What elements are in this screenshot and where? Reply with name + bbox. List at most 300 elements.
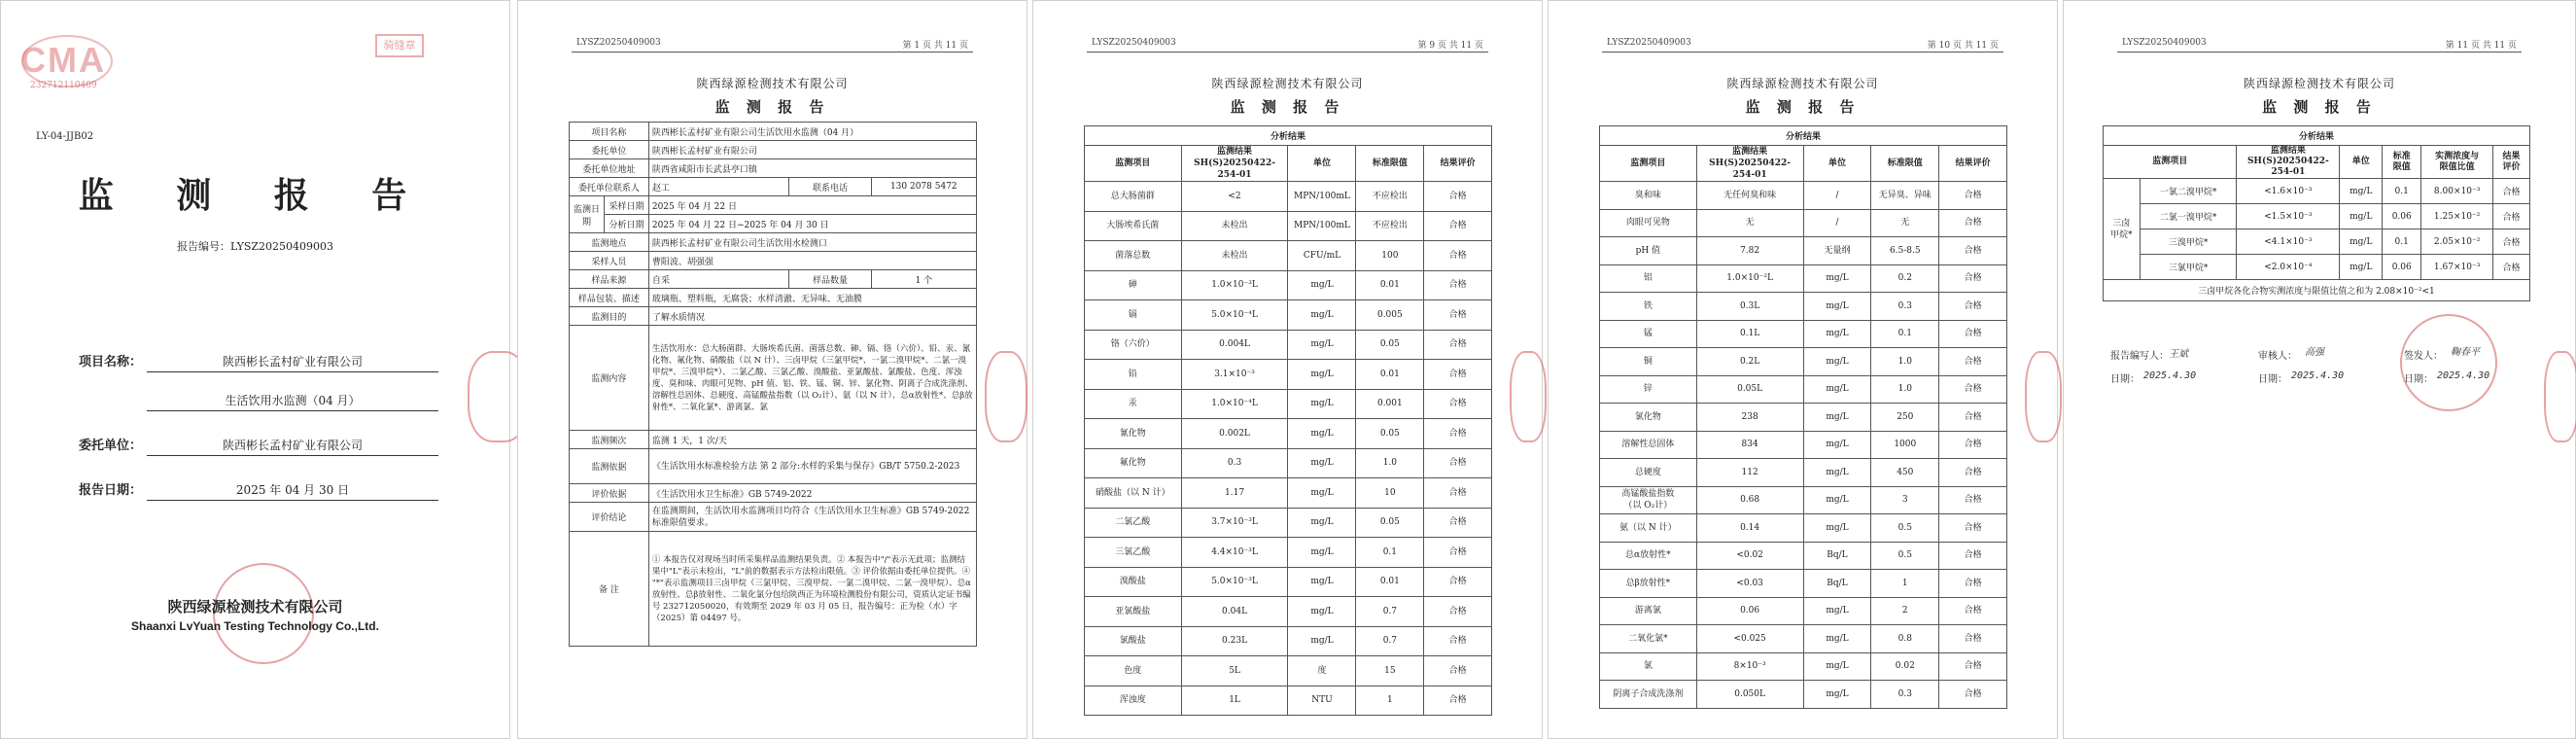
table-cell: 0.002L bbox=[1181, 419, 1288, 449]
table-cell: mg/L bbox=[1288, 270, 1356, 300]
table-cell: 0.7 bbox=[1356, 626, 1424, 656]
table-cell: 0.04L bbox=[1181, 597, 1288, 627]
table-row bbox=[1600, 597, 2007, 625]
table-cell: 氟化物 bbox=[1085, 448, 1182, 478]
table-cell: mg/L bbox=[1288, 360, 1356, 390]
table-cell: MPN/100mL bbox=[1288, 182, 1356, 212]
table-row bbox=[1600, 404, 2007, 432]
table-cell: CFU/mL bbox=[1288, 241, 1356, 271]
results-page-10 bbox=[1548, 0, 2058, 739]
table-row bbox=[1600, 431, 2007, 459]
table-row bbox=[1085, 389, 1492, 419]
table-cell: 合格 bbox=[1939, 681, 2007, 709]
table-row bbox=[1085, 270, 1492, 300]
column-header: 实测浓度与 限值比值 bbox=[2421, 146, 2493, 179]
info-table: 项目名称 陕西彬长孟村矿业有限公司生活饮用水监测（04 月） 委托单位 陕西彬长孟村矿业有限公司 委托单位地址 陕西省咸阳市长武县亭口镇 委托单位联系人 赵工 联系电话 130 2078 5472 监测日期 采样日期 2025 年 04 月 22 日 分析日期 2025 年 04 月 22 日~2025 年 04 月 30 日 监测地点 陕西彬长孟村矿业有限公司生活饮用水检测口 采样人员 曹阳波、胡强强 样品来源 自采 样品数量 1 个 样品包装、描述 玻璃瓶、塑料瓶，无腐袋；水样清澈、无异味、无油膜 监测目的 了解水质情况 监测内容 生活饮用水：总大肠菌群、大肠埃希氏菌、菌落总数、砷、镉、铬（六价）、铅、汞、氰化物、氟化物、硝酸盐（以 N 计）、三卤甲烷（三氯甲烷*、一氯二溴甲烷*、二氯一溴甲烷*、三溴甲烷*）、二氯乙酸、三氯乙酸、溴酸盐、亚氯酸盐、氯酸盐、色度、浑浊度、臭和味、肉眼可见物、pH 值、铝、铁、锰、铜、锌、氯化物、阴离子合成洗涤剂、溶解性总固体、总硬度、高锰酸盐指数（以 O₂计）、氨（以 N 计）、总α放射性*、总β放射性*、二氧化氯*、游离氯、氯 监测频次 监测 1 天，1 次/天 监测依据 《生活饮用水标准检验方法 第 2 部分:水样的采集与保存》GB/T 5750.2-2023 评价依据 《生活饮用水卫生标准》GB 5749-2022 评价结论 在监测期间，生活饮用水监测项目均符合《生活饮用水卫生标准》GB 5749-2022 标准限值要求。 备 注 ① 本报告仅对现场当时所采集样品监测结果负责。② 本报告中"/"表示无此项；监测结果中"L"表示未检出，"L"前的数据表示方法检出限值。③ 评价依据由委托单位提供。④ "*"表示监测项目三卤甲烷（三氯甲烷、三溴甲烷、一氯二溴甲烷、二氯一溴甲烷）、总α放射性、总β放射性、二氧化氯分包给陕西正为环境检测股份有限公司，资质认定证书编号 232712050020，有效期至 2029 年 03 月 05 日，报告编号：正为检（水）字（2025）第 04497 号。 bbox=[569, 122, 977, 647]
column-header: 结果评价 bbox=[1939, 146, 2007, 182]
table-cell: 合格 bbox=[1939, 237, 2007, 265]
table-cell: 三氯甲烷* bbox=[2140, 255, 2237, 280]
column-header: 监测项目 bbox=[1085, 146, 1182, 182]
table-cell: 合格 bbox=[1424, 686, 1492, 716]
table-cell: mg/L bbox=[1803, 348, 1871, 376]
table-cell: 0.01 bbox=[1356, 360, 1424, 390]
table-cell: 亚氯酸盐 bbox=[1085, 597, 1182, 627]
table-row bbox=[1600, 320, 2007, 348]
thm-table bbox=[2103, 125, 2530, 301]
table-cell: 834 bbox=[1696, 431, 1803, 459]
table-cell: <2 bbox=[1181, 182, 1288, 212]
section-title: 分析结果 bbox=[1600, 126, 2007, 146]
column-header: 标准限值 bbox=[1356, 146, 1424, 182]
table-cell: 0.5 bbox=[1871, 542, 1939, 570]
table-cell: Bq/L bbox=[1803, 570, 1871, 598]
table-cell: 镉 bbox=[1085, 300, 1182, 331]
table-cell: mg/L bbox=[2340, 229, 2383, 255]
table-cell: 汞 bbox=[1085, 389, 1182, 419]
table-cell: 0.68 bbox=[1696, 486, 1803, 514]
seam-seal-icon bbox=[2544, 351, 2576, 442]
table-row bbox=[1600, 348, 2007, 376]
report-number: 报告编号：LYSZ20250409003 bbox=[176, 240, 334, 253]
report-title: 监 测 报 告 bbox=[2262, 98, 2377, 116]
table-cell: 三氯乙酸 bbox=[1085, 538, 1182, 568]
table-cell: pH 值 bbox=[1600, 237, 1697, 265]
table-row bbox=[1600, 237, 2007, 265]
table-cell: 铅 bbox=[1085, 360, 1182, 390]
table-row bbox=[1085, 567, 1492, 597]
date-label: 报告日期： bbox=[79, 483, 143, 498]
table-cell: 0.05L bbox=[1696, 375, 1803, 404]
table-cell: 氰化物 bbox=[1085, 419, 1182, 449]
table-cell: 不应检出 bbox=[1356, 211, 1424, 241]
table-cell: 锌 bbox=[1600, 375, 1697, 404]
table-cell: 合格 bbox=[1939, 486, 2007, 514]
table-cell: 合格 bbox=[2493, 204, 2530, 229]
doc-number: LYSZ20250409003 bbox=[2122, 38, 2207, 48]
table-cell: 0.3 bbox=[1871, 681, 1939, 709]
table-cell: 1000 bbox=[1871, 431, 1939, 459]
table-cell: mg/L bbox=[2340, 255, 2383, 280]
table-cell: 合格 bbox=[1939, 375, 2007, 404]
table-cell: mg/L bbox=[1803, 597, 1871, 625]
reviewer-date-label: 日期： bbox=[2258, 374, 2287, 385]
table-row bbox=[1085, 300, 1492, 331]
page-number: 第 9 页 共 11 页 bbox=[1417, 41, 1483, 51]
table-cell: mg/L bbox=[2340, 204, 2383, 229]
table-cell: 无 bbox=[1871, 209, 1939, 237]
table-row bbox=[2104, 204, 2530, 229]
table-cell: 合格 bbox=[1424, 567, 1492, 597]
table-cell: 合格 bbox=[1939, 348, 2007, 376]
column-header: 单位 bbox=[2340, 146, 2383, 179]
approver-label: 签发人： bbox=[2404, 351, 2443, 362]
table-cell: 0.5 bbox=[1871, 514, 1939, 543]
table-cell: 合格 bbox=[1939, 264, 2007, 293]
table-row bbox=[1600, 681, 2007, 709]
table-cell: 合格 bbox=[1424, 538, 1492, 568]
table-cell: 3.1×10⁻³ bbox=[1181, 360, 1288, 390]
table-cell: 0.1L bbox=[1696, 320, 1803, 348]
table-cell: 合格 bbox=[1424, 508, 1492, 538]
results-page-11 bbox=[2063, 0, 2576, 739]
table-cell: mg/L bbox=[1288, 508, 1356, 538]
page-number: 第 11 页 共 11 页 bbox=[2445, 41, 2517, 51]
table-cell: 0.06 bbox=[2383, 255, 2421, 280]
seam-seal-icon bbox=[1510, 351, 1547, 442]
info-page bbox=[517, 0, 1027, 739]
table-cell: 5L bbox=[1181, 656, 1288, 686]
reviewer-label: 审核人： bbox=[2258, 351, 2297, 362]
table-cell: 锰 bbox=[1600, 320, 1697, 348]
writer-signature: 王斌 bbox=[2169, 349, 2188, 360]
column-header: 结果评价 bbox=[1424, 146, 1492, 182]
table-cell: mg/L bbox=[1803, 404, 1871, 432]
table-row bbox=[1085, 241, 1492, 271]
table-cell: 0.01 bbox=[1356, 567, 1424, 597]
table-cell: 合格 bbox=[1424, 448, 1492, 478]
table-cell: mg/L bbox=[1288, 567, 1356, 597]
table-cell: 8.00×10⁻³ bbox=[2421, 179, 2493, 204]
table-cell: 0.1 bbox=[2383, 229, 2421, 255]
table-row bbox=[1085, 656, 1492, 686]
table-cell: NTU bbox=[1288, 686, 1356, 716]
table-row bbox=[1085, 330, 1492, 360]
table-cell: 8×10⁻³ bbox=[1696, 652, 1803, 681]
table-cell: mg/L bbox=[1803, 514, 1871, 543]
table-cell: 二氯一溴甲烷* bbox=[2140, 204, 2237, 229]
table-cell: 合格 bbox=[1424, 419, 1492, 449]
client-label: 委托单位： bbox=[79, 439, 143, 453]
table-cell: 二氯乙酸 bbox=[1085, 508, 1182, 538]
table-cell: 度 bbox=[1288, 656, 1356, 686]
table-cell: 总大肠菌群 bbox=[1085, 182, 1182, 212]
table-cell: 0.1 bbox=[1356, 538, 1424, 568]
table-cell: 合格 bbox=[1424, 389, 1492, 419]
table-cell: 1.0×10⁻³L bbox=[1181, 270, 1288, 300]
table-cell: mg/L bbox=[1803, 681, 1871, 709]
table-cell: 0.3L bbox=[1696, 293, 1803, 321]
column-header: 监测结果 SH(S)20250422-254-01 bbox=[2237, 146, 2340, 179]
table-cell: 0.02 bbox=[1871, 652, 1939, 681]
table-cell: 1 bbox=[1871, 570, 1939, 598]
table-cell: 合格 bbox=[1424, 300, 1492, 331]
table-cell: mg/L bbox=[1803, 293, 1871, 321]
table-row bbox=[1600, 570, 2007, 598]
writer-date-label: 日期： bbox=[2110, 374, 2140, 385]
table-cell: 1.17 bbox=[1181, 478, 1288, 509]
table-cell: Bq/L bbox=[1803, 542, 1871, 570]
seam-seal-icon bbox=[985, 351, 1027, 442]
table-cell: 7.82 bbox=[1696, 237, 1803, 265]
table-cell: <0.025 bbox=[1696, 625, 1803, 653]
table-cell: 大肠埃希氏菌 bbox=[1085, 211, 1182, 241]
table-cell: 1.0×10⁻⁴L bbox=[1181, 389, 1288, 419]
table-cell: 合格 bbox=[1424, 330, 1492, 360]
table-cell: 1.0 bbox=[1871, 348, 1939, 376]
table-cell: mg/L bbox=[1803, 486, 1871, 514]
client-value: 陕西彬长孟村矿业有限公司 bbox=[147, 437, 438, 456]
table-cell: 游离氯 bbox=[1600, 597, 1697, 625]
column-header: 标准限值 bbox=[1871, 146, 1939, 182]
table-row bbox=[1085, 626, 1492, 656]
table-cell: 1 bbox=[1356, 686, 1424, 716]
doc-number: LYSZ20250409003 bbox=[1607, 38, 1691, 48]
table-cell: 合格 bbox=[1939, 570, 2007, 598]
table-cell: <1.5×10⁻³ bbox=[2237, 204, 2340, 229]
table-cell: mg/L bbox=[1803, 431, 1871, 459]
table-cell: 0.001 bbox=[1356, 389, 1424, 419]
table-row bbox=[1600, 182, 2007, 210]
table-row bbox=[1600, 542, 2007, 570]
table-cell: 238 bbox=[1696, 404, 1803, 432]
table-cell: 112 bbox=[1696, 459, 1803, 487]
cma-logo: CMA bbox=[20, 40, 106, 80]
table-cell: mg/L bbox=[1288, 597, 1356, 627]
table-cell: 0.1 bbox=[2383, 179, 2421, 204]
table-cell: 合格 bbox=[1424, 211, 1492, 241]
column-header: 监测项目 bbox=[1600, 146, 1697, 182]
results-page-9 bbox=[1032, 0, 1543, 739]
table-cell: mg/L bbox=[1803, 264, 1871, 293]
table-cell: 0.05 bbox=[1356, 419, 1424, 449]
table-cell: 2 bbox=[1871, 597, 1939, 625]
report-title: 监 测 报 告 bbox=[1745, 98, 1861, 116]
table-cell: 二氧化氯* bbox=[1600, 625, 1697, 653]
table-cell: 0.3 bbox=[1871, 293, 1939, 321]
column-header: 监测结果 SH(S)20250422-254-01 bbox=[1696, 146, 1803, 182]
table-cell: 铝 bbox=[1600, 264, 1697, 293]
table-cell: 高锰酸盐指数 （以 O₂计） bbox=[1600, 486, 1697, 514]
table-row bbox=[1600, 293, 2007, 321]
table-cell: 合格 bbox=[1939, 597, 2007, 625]
table-cell: 合格 bbox=[1424, 626, 1492, 656]
reviewer-signature: 高强 bbox=[2305, 347, 2324, 358]
table-cell: 不应检出 bbox=[1356, 182, 1424, 212]
table-cell: 合格 bbox=[1939, 459, 2007, 487]
table-cell: 铜 bbox=[1600, 348, 1697, 376]
section-title: 分析结果 bbox=[2104, 126, 2530, 146]
table-cell: mg/L bbox=[1803, 459, 1871, 487]
table-cell: 0.05 bbox=[1356, 508, 1424, 538]
table-cell: 合格 bbox=[1424, 597, 1492, 627]
table-cell: 总β放射性* bbox=[1600, 570, 1697, 598]
column-header: 单位 bbox=[1803, 146, 1871, 182]
table-cell: mg/L bbox=[1803, 375, 1871, 404]
table-cell: MPN/100mL bbox=[1288, 211, 1356, 241]
summary-row: 三卤甲烷各化合物实测浓度与限值比值之和为 2.08×10⁻²<1 bbox=[2104, 280, 2530, 301]
table-cell: 合格 bbox=[1939, 293, 2007, 321]
table-row bbox=[1600, 514, 2007, 543]
table-cell: 氯酸盐 bbox=[1085, 626, 1182, 656]
table-cell: 一氯二溴甲烷* bbox=[2140, 179, 2237, 204]
form-code: LY-04-JJB02 bbox=[36, 131, 94, 142]
table-cell: 10 bbox=[1356, 478, 1424, 509]
cover-title: 监 测 报 告 bbox=[78, 175, 433, 216]
table-cell: 溶解性总固体 bbox=[1600, 431, 1697, 459]
table-row bbox=[1600, 209, 2007, 237]
table-cell: 三溴甲烷* bbox=[2140, 229, 2237, 255]
table-cell: 1.0 bbox=[1356, 448, 1424, 478]
project-value-2: 生活饮用水监测（04 月） bbox=[147, 392, 438, 411]
results-table bbox=[1084, 125, 1492, 716]
group-cell: 三卤 甲烷* bbox=[2104, 179, 2141, 280]
table-cell: mg/L bbox=[2340, 179, 2383, 204]
doc-number: LYSZ20250409003 bbox=[1092, 38, 1176, 48]
company-name-cn: 陕西绿源检测技术有限公司 bbox=[167, 598, 343, 616]
reviewer-date: 2025.4.30 bbox=[2291, 370, 2345, 381]
table-cell: <0.03 bbox=[1696, 570, 1803, 598]
table-row bbox=[1600, 264, 2007, 293]
table-cell: 1L bbox=[1181, 686, 1288, 716]
table-row bbox=[1085, 211, 1492, 241]
table-cell: 0.14 bbox=[1696, 514, 1803, 543]
table-cell: 肉眼可见物 bbox=[1600, 209, 1697, 237]
table-cell: 合格 bbox=[1424, 656, 1492, 686]
approver-signature: 鞠春平 bbox=[2451, 347, 2480, 358]
table-row bbox=[1085, 508, 1492, 538]
table-cell: 无任何臭和味 bbox=[1696, 182, 1803, 210]
table-cell: 2.05×10⁻² bbox=[2421, 229, 2493, 255]
table-cell: 铬（六价） bbox=[1085, 330, 1182, 360]
table-cell: 5.0×10⁻⁴L bbox=[1181, 300, 1288, 331]
table-cell: 0.01 bbox=[1356, 270, 1424, 300]
table-cell: 合格 bbox=[1939, 431, 2007, 459]
column-header: 监测项目 bbox=[2104, 146, 2237, 179]
project-value-1: 陕西彬长孟村矿业有限公司 bbox=[147, 353, 438, 372]
table-cell: 阴离子合成洗涤剂 bbox=[1600, 681, 1697, 709]
table-cell: 5.0×10⁻³L bbox=[1181, 567, 1288, 597]
table-cell: 1.0 bbox=[1871, 375, 1939, 404]
table-cell: 总α放射性* bbox=[1600, 542, 1697, 570]
table-cell: 氨（以 N 计） bbox=[1600, 514, 1697, 543]
table-cell: 合格 bbox=[1424, 182, 1492, 212]
table-cell: mg/L bbox=[1288, 389, 1356, 419]
table-cell: 0.06 bbox=[1696, 597, 1803, 625]
table-row bbox=[1600, 486, 2007, 514]
table-row bbox=[1085, 419, 1492, 449]
table-cell: 15 bbox=[1356, 656, 1424, 686]
table-cell: 未检出 bbox=[1181, 211, 1288, 241]
table-cell: 0.1 bbox=[1871, 320, 1939, 348]
table-row bbox=[2104, 179, 2530, 204]
table-row bbox=[1600, 459, 2007, 487]
doc-number: LYSZ20250409003 bbox=[576, 38, 661, 48]
report-title: 监 测 报 告 bbox=[714, 98, 830, 116]
writer-label: 报告编写人： bbox=[2110, 351, 2169, 362]
table-row bbox=[1600, 652, 2007, 681]
table-cell: 合格 bbox=[2493, 255, 2530, 280]
table-cell: 合格 bbox=[1424, 270, 1492, 300]
table-cell: 3.7×10⁻³L bbox=[1181, 508, 1288, 538]
table-cell: mg/L bbox=[1288, 626, 1356, 656]
table-cell: 250 bbox=[1871, 404, 1939, 432]
table-cell: 砷 bbox=[1085, 270, 1182, 300]
table-cell: 合格 bbox=[1939, 209, 2007, 237]
table-row bbox=[1600, 375, 2007, 404]
table-cell: mg/L bbox=[1288, 478, 1356, 509]
table-cell: mg/L bbox=[1288, 330, 1356, 360]
table-cell: 0.05 bbox=[1356, 330, 1424, 360]
table-cell: / bbox=[1803, 182, 1871, 210]
table-cell: 0.3 bbox=[1181, 448, 1288, 478]
table-cell: 合格 bbox=[1939, 182, 2007, 210]
table-cell: 浑浊度 bbox=[1085, 686, 1182, 716]
writer-date: 2025.4.30 bbox=[2143, 370, 2197, 381]
project-label: 项目名称： bbox=[79, 355, 143, 370]
table-cell: 溴酸盐 bbox=[1085, 567, 1182, 597]
page-number: 第 1 页 共 11 页 bbox=[902, 41, 968, 51]
table-row bbox=[1085, 538, 1492, 568]
company-name-en: Shaanxi LvYuan Testing Technology Co.,Ltd. bbox=[131, 619, 379, 633]
table-row bbox=[1085, 448, 1492, 478]
table-cell: 无异臭、异味 bbox=[1871, 182, 1939, 210]
table-cell: 合格 bbox=[1424, 478, 1492, 509]
table-cell: 1.0×10⁻²L bbox=[1696, 264, 1803, 293]
table-cell: <0.02 bbox=[1696, 542, 1803, 570]
table-cell: 色度 bbox=[1085, 656, 1182, 686]
table-cell: 无 bbox=[1696, 209, 1803, 237]
table-cell: 未检出 bbox=[1181, 241, 1288, 271]
table-cell: 氯 bbox=[1600, 652, 1697, 681]
table-cell: 合格 bbox=[1939, 652, 2007, 681]
table-cell: 无量纲 bbox=[1803, 237, 1871, 265]
table-cell: <1.6×10⁻³ bbox=[2237, 179, 2340, 204]
table-cell: <2.0×10⁻⁴ bbox=[2237, 255, 2340, 280]
table-cell: mg/L bbox=[1288, 419, 1356, 449]
table-row bbox=[2104, 229, 2530, 255]
table-row bbox=[1085, 597, 1492, 627]
column-header: 标准 限值 bbox=[2383, 146, 2421, 179]
table-cell: 铁 bbox=[1600, 293, 1697, 321]
table-cell: 0.8 bbox=[1871, 625, 1939, 653]
table-cell: 合格 bbox=[2493, 229, 2530, 255]
table-cell: 1.67×10⁻³ bbox=[2421, 255, 2493, 280]
table-row bbox=[1600, 625, 2007, 653]
table-cell: 0.004L bbox=[1181, 330, 1288, 360]
table-cell: 0.005 bbox=[1356, 300, 1424, 331]
column-header: 单位 bbox=[1288, 146, 1356, 182]
cover-page bbox=[0, 0, 510, 739]
company-header: 陕西绿源检测技术有限公司 bbox=[696, 77, 849, 90]
column-header: 监测结果 SH(S)20250422-254-01 bbox=[1181, 146, 1288, 182]
table-cell: 0.2 bbox=[1871, 264, 1939, 293]
table-cell: 1.25×10⁻² bbox=[2421, 204, 2493, 229]
table-cell: 合格 bbox=[1939, 320, 2007, 348]
table-row bbox=[1085, 686, 1492, 716]
table-cell: mg/L bbox=[1288, 538, 1356, 568]
table-cell: 合格 bbox=[1939, 625, 2007, 653]
table-cell: 450 bbox=[1871, 459, 1939, 487]
approver-date-label: 日期： bbox=[2404, 374, 2433, 385]
company-header: 陕西绿源检测技术有限公司 bbox=[2243, 77, 2395, 90]
table-cell: 0.06 bbox=[2383, 204, 2421, 229]
table-cell: mg/L bbox=[1288, 448, 1356, 478]
table-row bbox=[2104, 255, 2530, 280]
table-cell: mg/L bbox=[1803, 652, 1871, 681]
table-cell: 合格 bbox=[1424, 241, 1492, 271]
table-cell: 菌落总数 bbox=[1085, 241, 1182, 271]
results-table bbox=[1599, 125, 2007, 709]
table-cell: 合格 bbox=[1939, 514, 2007, 543]
table-cell: 6.5-8.5 bbox=[1871, 237, 1939, 265]
report-title: 监 测 报 告 bbox=[1230, 98, 1345, 116]
cma-number: 232712110409 bbox=[30, 81, 97, 90]
page-number: 第 10 页 共 11 页 bbox=[1927, 41, 1999, 51]
company-header: 陕西绿源检测技术有限公司 bbox=[1211, 77, 1364, 90]
table-cell: / bbox=[1803, 209, 1871, 237]
table-cell: 100 bbox=[1356, 241, 1424, 271]
table-cell: 0.23L bbox=[1181, 626, 1288, 656]
